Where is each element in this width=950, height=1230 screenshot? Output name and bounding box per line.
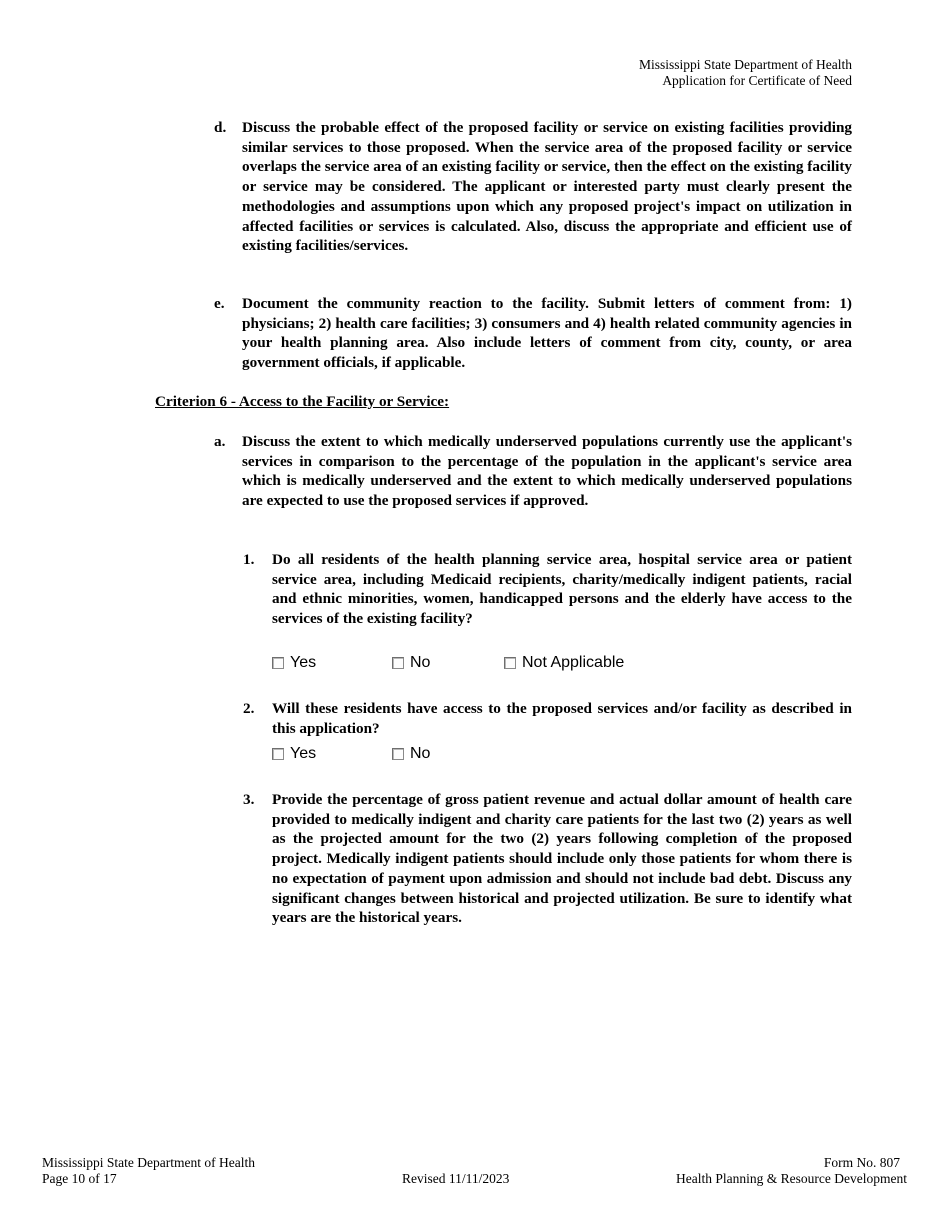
q1-no-checkbox-box[interactable] — [392, 657, 404, 669]
q2-yes-checkbox-box[interactable] — [272, 748, 284, 760]
question-1-label: 1. — [243, 551, 255, 568]
header-form-title: Application for Certificate of Need — [662, 73, 852, 88]
item-d-text: Discuss the probable effect of the proposed facility or service on existing facilities providing similar services to those proposed. When the service area of the proposed facility or service overlaps the service area of an existing facility or service, then the effect on the existing facility or service may be considered. The applicant or interested party must clearly present the methodologies and assumptions upon which any proposed project's impact on utilization in affected facilities or services is calculated. Also, discuss the appropriate and efficient use of existing facilities/services. — [242, 119, 852, 255]
footer-page-number: Page 10 of 17 — [42, 1171, 117, 1186]
footer-department: Health Planning & Resource Development — [676, 1171, 907, 1186]
question-1-options — [272, 653, 672, 673]
q1-no-label: No — [410, 654, 431, 671]
criterion-6-heading: Criterion 6 - Access to the Facility or Service: — [155, 393, 450, 410]
page-header — [639, 57, 852, 89]
q1-not-applicable-label: Not Applicable — [522, 654, 625, 671]
question-2-options — [272, 744, 572, 764]
q1-no-checkbox[interactable] — [392, 653, 430, 673]
footer-revised-date: Revised 11/11/2023 — [402, 1171, 510, 1186]
q2-no-checkbox[interactable] — [392, 744, 430, 764]
question-1-text: Do all residents of the health planning service area, hospital service area or patient service area, including Medicaid recipients, charity/medically indigent patients, racial and ethnic minorities, women, handicapped persons and the elderly have access to the services of the existing facility? — [272, 551, 852, 628]
question-3 — [243, 790, 852, 928]
header-agency: Mississippi State Department of Health — [639, 57, 852, 72]
question-2-text: Will these residents have access to the proposed services and/or facility as described in this application? — [272, 700, 852, 737]
q1-yes-checkbox[interactable] — [272, 653, 316, 673]
q2-yes-checkbox[interactable] — [272, 744, 316, 764]
footer-right — [676, 1155, 907, 1187]
item-e — [214, 294, 852, 373]
question-3-label: 3. — [243, 791, 255, 808]
q1-not-applicable-checkbox-box[interactable] — [504, 657, 516, 669]
q1-not-applicable-checkbox[interactable] — [504, 653, 624, 673]
q2-no-label: No — [410, 745, 431, 762]
q2-no-checkbox-box[interactable] — [392, 748, 404, 760]
footer-agency: Mississippi State Department of Health — [42, 1155, 255, 1170]
footer-form-number: Form No. 807 — [823, 1155, 900, 1170]
q1-yes-checkbox-box[interactable] — [272, 657, 284, 669]
q2-yes-label: Yes — [290, 745, 317, 762]
question-2-label: 2. — [243, 700, 255, 717]
question-3-text: Provide the percentage of gross patient revenue and actual dollar amount of health care provided to medically indigent and charity care patients for the last two (2) years as well as the projected amount for the two (2) years following completion of the proposed project. Medically indigent patients should include only those patients for whom there is no expectation of payment upon admission and should not include bad debt. Discuss any significant changes between historical and projected utilization. Be sure to identify what years are the historical years. — [272, 791, 852, 927]
criterion-item-a — [214, 432, 852, 511]
item-d-label: d. — [214, 119, 227, 136]
item-d — [214, 118, 852, 256]
criterion-item-a-text: Discuss the extent to which medically underserved populations currently use the applicant's services in comparison to the percentage of the population in the applicant's service area which is medically underserved and the extent to which medically underserved populations are expected to use the proposed services if approved. — [242, 433, 852, 510]
question-2 — [243, 699, 852, 738]
q1-yes-label: Yes — [290, 654, 317, 671]
item-e-label: e. — [214, 295, 225, 312]
item-e-text: Document the community reaction to the facility. Submit letters of comment from: 1) physicians; 2) health care facilities; 3) consumers and 4) health related community agencies in your health planning area. Also include letters of comment from city, county, or area government officials, if applicable. — [242, 295, 852, 372]
question-1 — [243, 550, 852, 629]
criterion-item-a-label: a. — [214, 433, 226, 450]
footer-left — [42, 1155, 255, 1187]
